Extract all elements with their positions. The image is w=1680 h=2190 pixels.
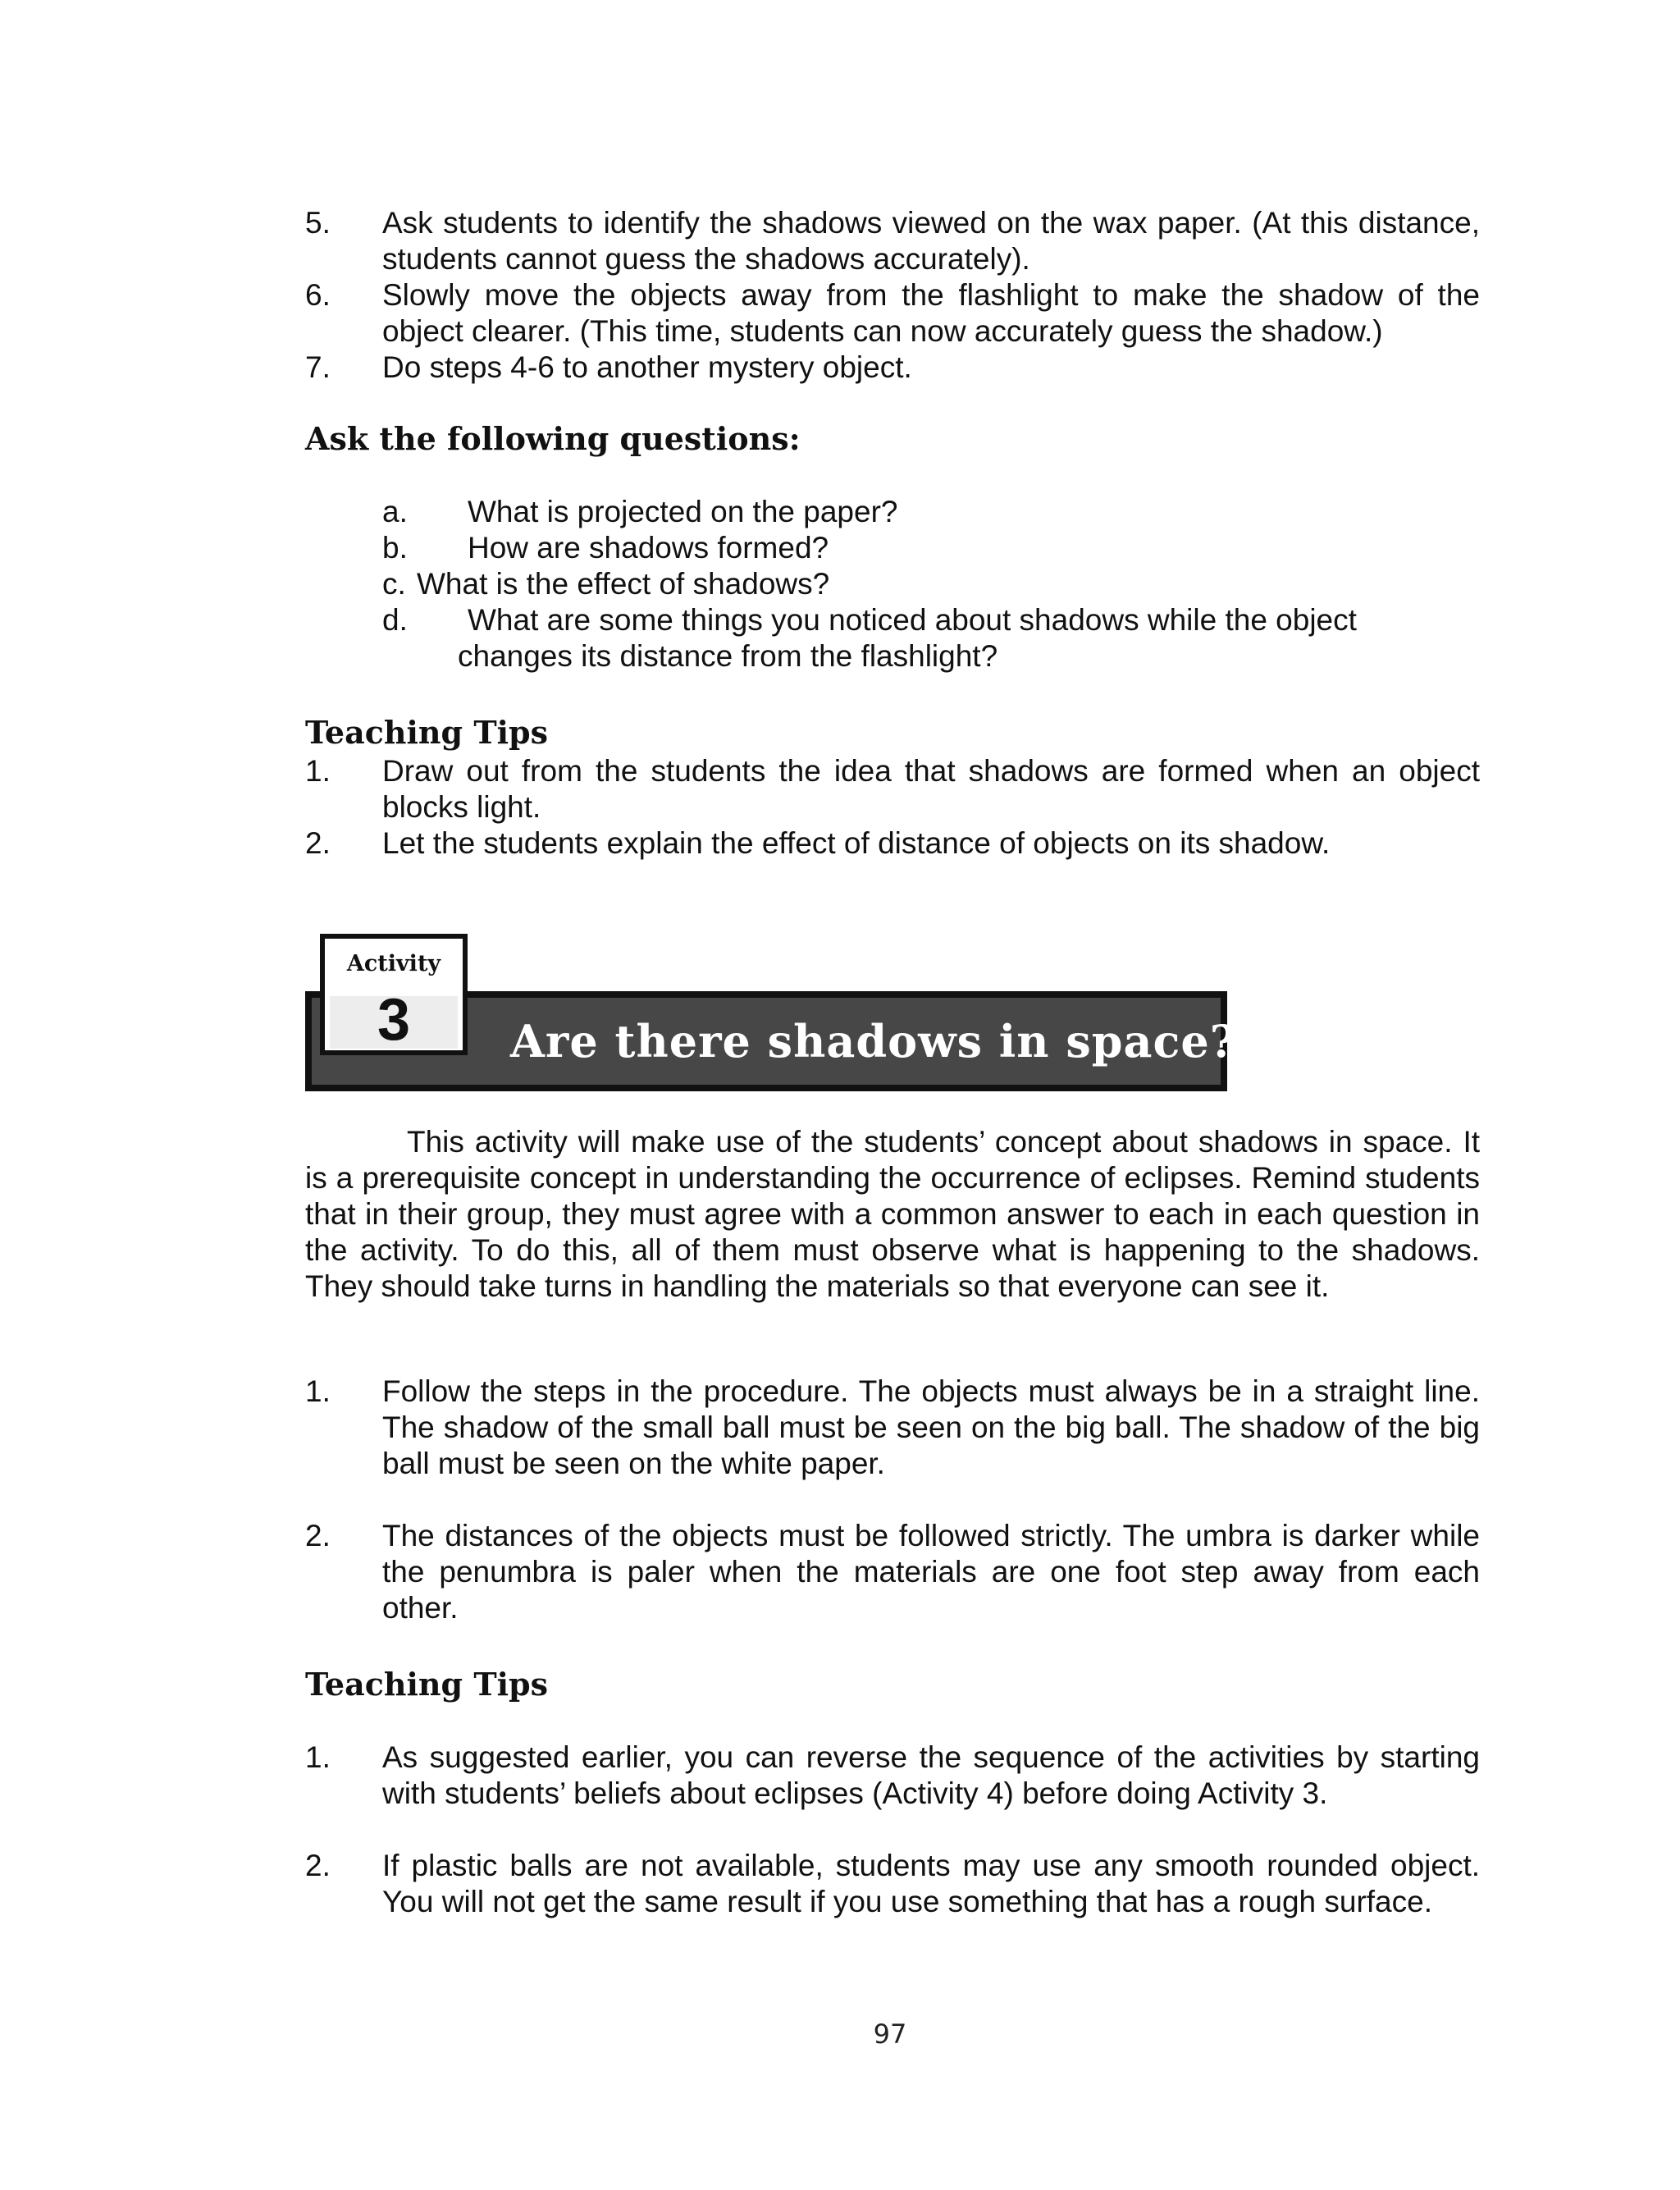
teaching-tips-heading-2: Teaching Tips xyxy=(305,1666,549,1703)
question-text-continued: changes its distance from the flashlight? xyxy=(458,639,998,673)
question-d xyxy=(382,602,1449,676)
tip-text: Let the students explain the effect of distance of objects on its shadow. xyxy=(382,826,1331,860)
tip-1 xyxy=(305,753,1480,827)
teaching-tips-heading: Teaching Tips xyxy=(305,714,549,751)
step-number: 1. xyxy=(305,1374,331,1408)
question-text: What is projected on the paper? xyxy=(468,495,898,528)
tip-text: As suggested earlier, you can reverse the sequence of the activities by starting with students’ beliefs about eclipses (Activity 4) before doing Activity 3. xyxy=(382,1740,1480,1810)
question-text: What are some things you noticed about shadows while the object xyxy=(468,603,1357,637)
question-text: How are shadows formed? xyxy=(468,531,829,565)
step-text: Ask students to identify the shadows viewed on the wax paper. (At this distance, students cannot guess the shadows accurately). xyxy=(382,206,1480,276)
question-label: c. xyxy=(382,567,406,601)
question-label: a. xyxy=(382,495,408,528)
procedure-step-1 xyxy=(305,1374,1480,1484)
step-number: 7. xyxy=(305,350,331,384)
activity-number: 3 xyxy=(377,987,411,1053)
step-text: Slowly move the objects away from the flashlight to make the shadow of the object clearer. (This time, students can now accurately guess the shadow.) xyxy=(382,278,1480,348)
tip2-2 xyxy=(305,1848,1480,1922)
question-label: b. xyxy=(382,531,408,565)
activity-title: Are there shadows in space? xyxy=(510,1015,1237,1068)
tip-2 xyxy=(305,825,1480,863)
page-number: 97 xyxy=(873,2019,907,2050)
step-number: 6. xyxy=(305,278,331,312)
tip2-1 xyxy=(305,1740,1480,1813)
step-text: The distances of the objects must be followed strictly. The umbra is darker while the penumbra is paler when the materials are one foot step away from each other. xyxy=(382,1519,1480,1625)
tip-number: 1. xyxy=(305,1740,331,1774)
intro-paragraph: This activity will make use of the students’ concept about shadows in space. It is a prerequisite concept in understanding the occurrence of eclipses. Remind students that in their group, they must agree with a common answer to each in each question in the activity. To do this, all of them must observe what is happening to the shadows. They should take turns in handling the materials so that everyone can see it. xyxy=(305,1125,1480,1303)
tip-number: 2. xyxy=(305,826,331,860)
questions-heading: Ask the following questions: xyxy=(305,420,801,457)
step-number: 5. xyxy=(305,206,331,240)
activity-label: Activity xyxy=(346,951,441,976)
tip-number: 1. xyxy=(305,754,331,788)
step-7 xyxy=(305,350,1480,387)
activity-number-box xyxy=(320,934,468,1055)
tip-text: If plastic balls are not available, students may use any smooth rounded object. You will not get the same result if you use something that has a rough surface. xyxy=(382,1849,1480,1918)
step-number: 2. xyxy=(305,1519,331,1552)
procedure-step-2 xyxy=(305,1518,1480,1628)
step-text: Follow the steps in the procedure. The objects must always be in a straight line. The shadow of the small ball must be seen on the big ball. The shadow of the big ball must be seen on the white paper. xyxy=(382,1374,1480,1480)
step-5 xyxy=(305,205,1480,279)
step-text: Do steps 4-6 to another mystery object. xyxy=(382,350,912,384)
tip-number: 2. xyxy=(305,1849,331,1882)
question-label: d. xyxy=(382,603,408,637)
question-text: What is the effect of shadows? xyxy=(417,567,830,601)
step-6 xyxy=(305,277,1480,351)
tip-text: Draw out from the students the idea that shadows are formed when an object blocks light. xyxy=(382,754,1480,824)
